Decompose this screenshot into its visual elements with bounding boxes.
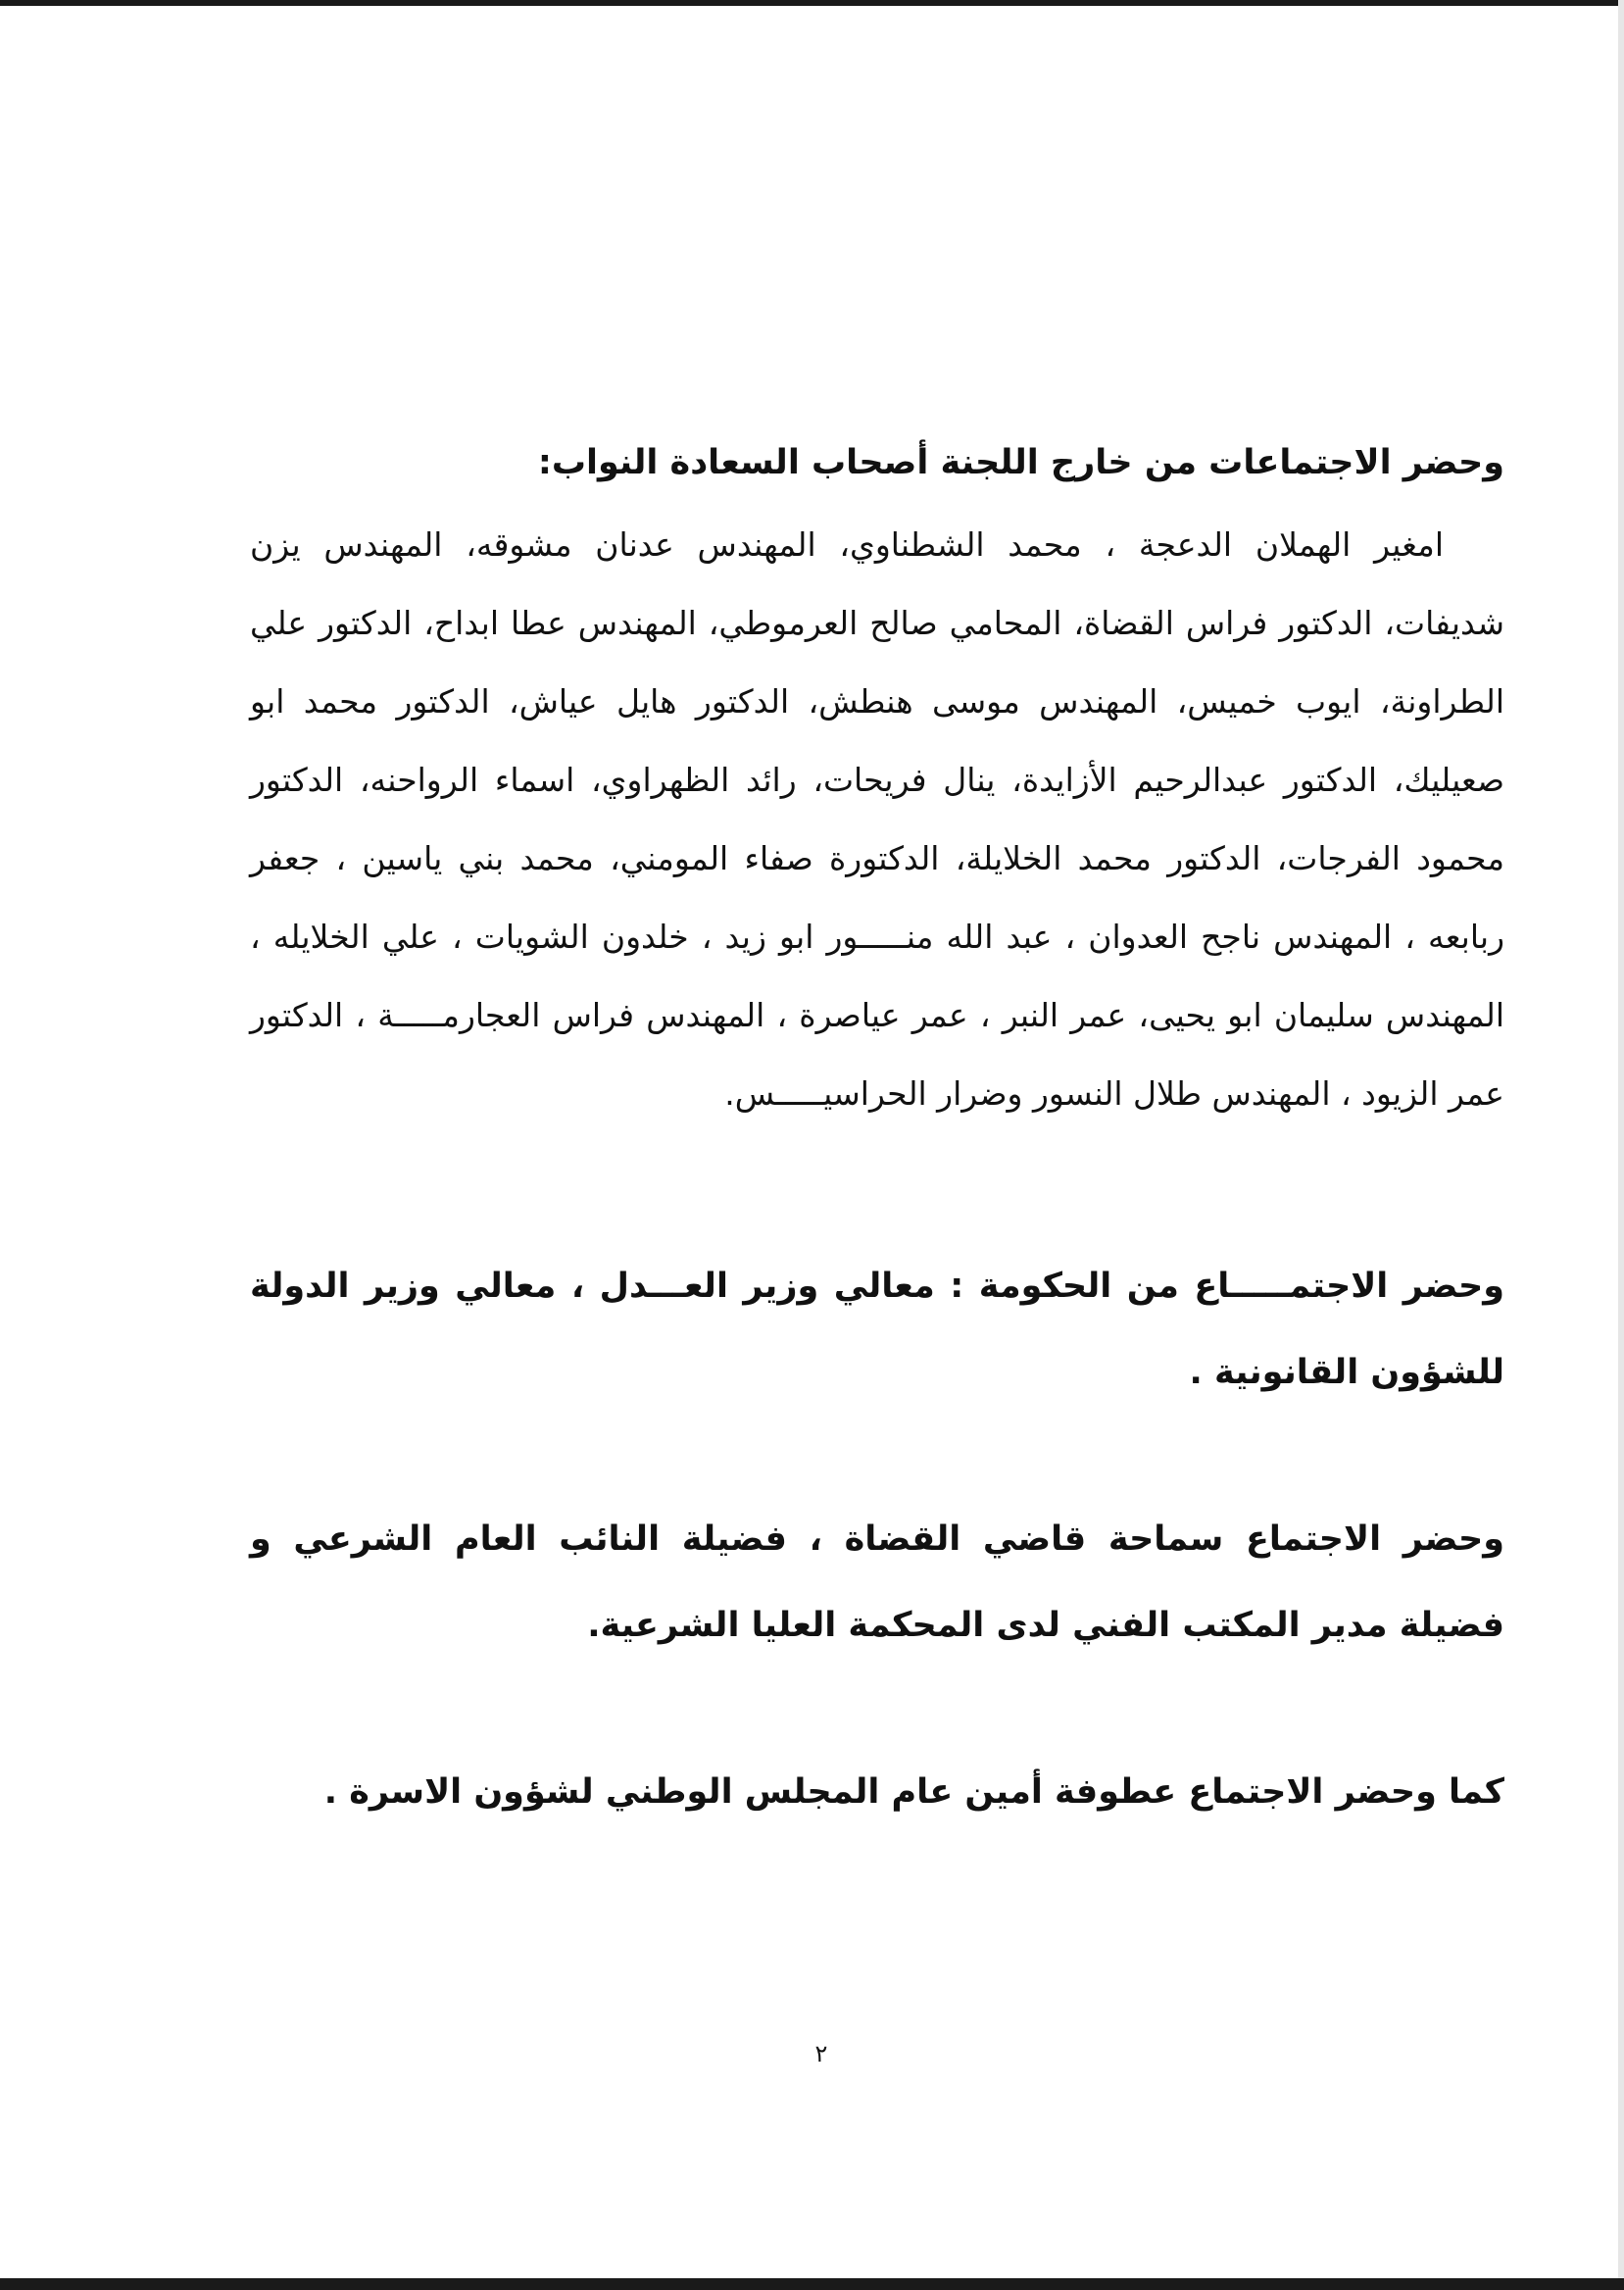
document-page	[250, 431, 1504, 1835]
family-council-attendance-paragraph: كما وحضر الاجتماع عطوفة أمين عام المجلس الوطني لشؤون الاسرة .	[323, 1772, 1504, 1812]
government-attendance-paragraph: وحضر الاجتمـــــاع من الحكومة : معالي وزير العـــدل ، معالي وزير الدولة للشؤون القانونية .	[250, 1267, 1504, 1392]
scan-border-bottom	[0, 2278, 1624, 2290]
attendees-names-paragraph: امغير الهملان الدعجة ، محمد الشطناوي، المهندس عدنان مشوقه، المهندس يزن شديفات، الدكتور فراس القضاة، المحامي صالح العرموطي، المهندس عطا ابداح، الدكتور علي الطراونة، ايوب خميس، المهندس موسى هنطش، الدكتور هايل عياش، الدكتور محمد ابو صعيليك، الدكتور عبدالرحيم الأزايدة، ينال فريحات، رائد الظهراوي، اسماء الرواحنه، الدكتور محمود الفرجات، الدكتور محمد الخلايلة، الدكتورة صفاء المومني، محمد بني ياسين ، جعفر ربابعه ، المهندس ناجح العدوان ، عبد الله منـــــور ابو زيد ، خلدون الشويات ، علي الخلايله ، المهندس سليمان ابو يحيى، عمر النبر ، عمر عياصرة ، المهندس فراس العجارمـــــة ، الدكتور عمر الزيود ، المهندس طلال النسور وضرار الحراسيـــــس.	[250, 525, 1504, 1113]
attendees-heading: وحضر الاجتماعات من خارج اللجنة أصحاب السعادة النواب:	[537, 443, 1504, 482]
scan-border-top	[0, 0, 1624, 6]
page-number: ٢	[814, 2040, 828, 2067]
scan-border-right	[1618, 0, 1624, 2290]
judiciary-attendance-paragraph: وحضر الاجتماع سماحة قاضي القضاة ، فضيلة النائب العام الشرعي و فضيلة مدير المكتب الفني لدى المحكمة العليا الشرعية.	[250, 1519, 1504, 1645]
